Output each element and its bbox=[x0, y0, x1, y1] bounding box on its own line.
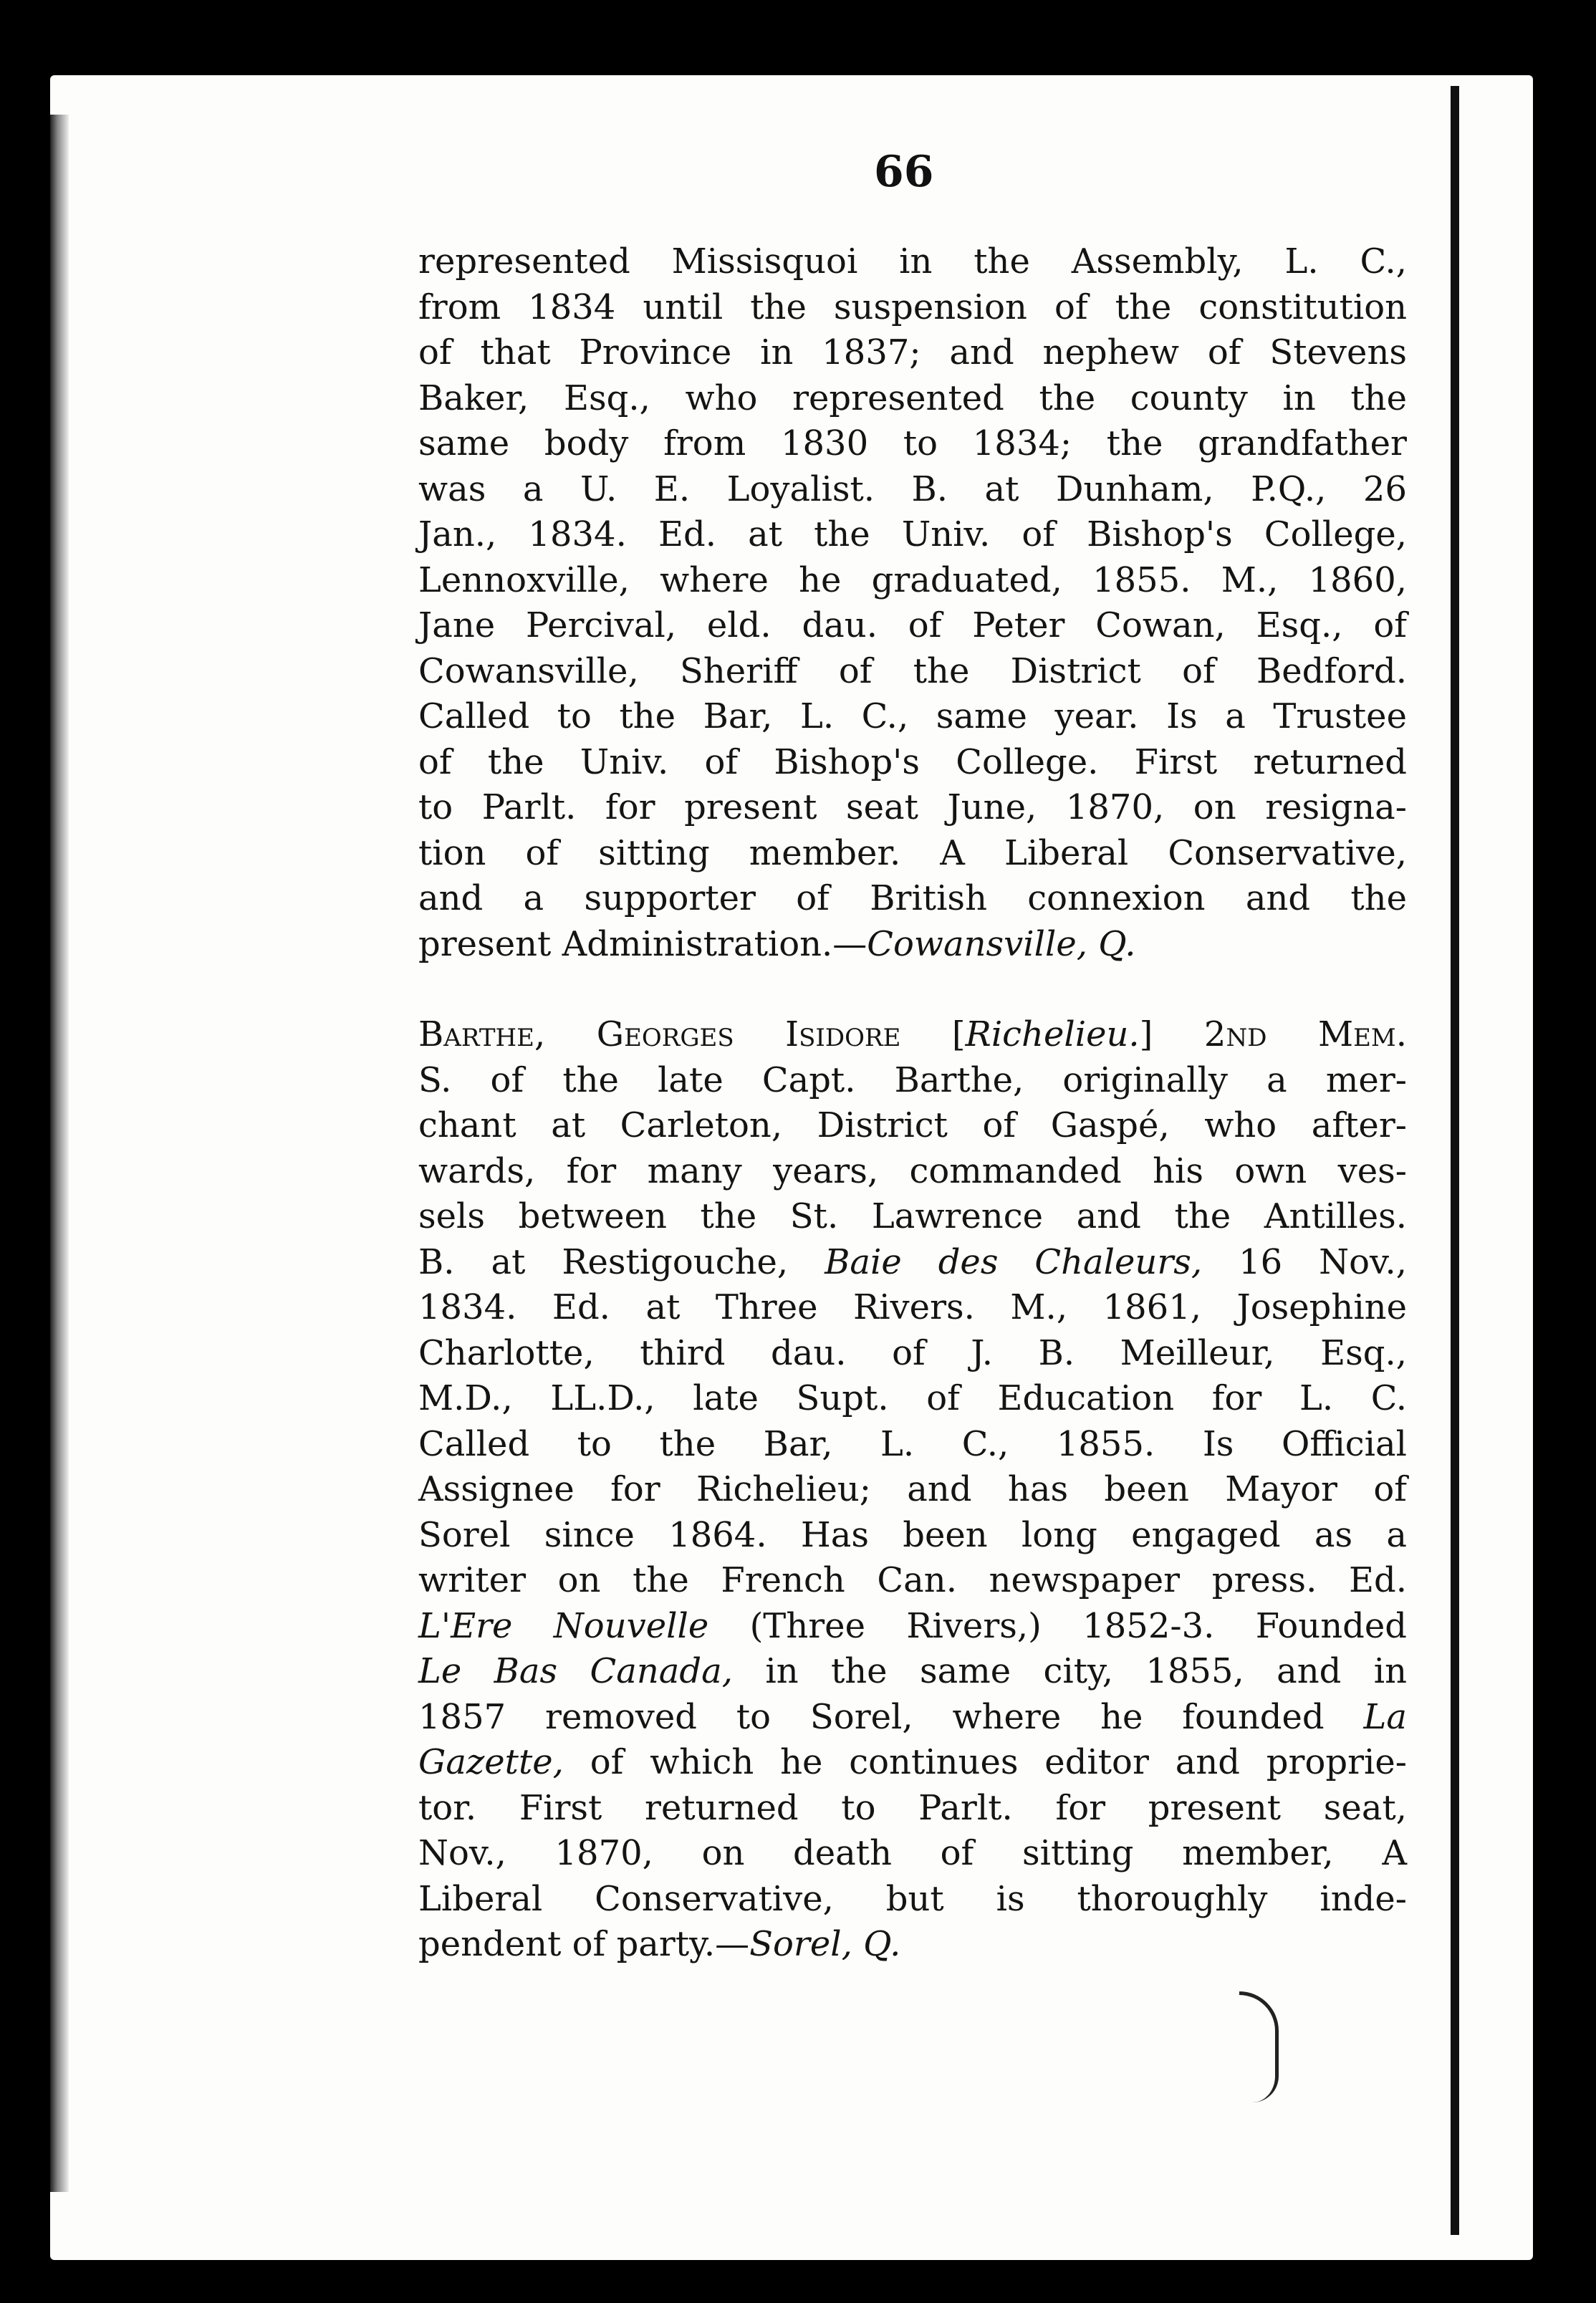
text-line: of that Province in 1837; and nephew of Stevens bbox=[418, 332, 1407, 372]
text-line: 1834. Ed. at Three Rivers. M., 1861, Josephine bbox=[418, 1287, 1407, 1327]
newspaper-title: L'Ere Nouvelle bbox=[418, 1605, 709, 1646]
place-name: Sorel, Q. bbox=[749, 1924, 901, 1964]
text-line: Nov., 1870, on death of sitting member, A bbox=[418, 1833, 1407, 1873]
text-line: Liberal Conservative, but is thoroughly inde- bbox=[418, 1878, 1407, 1919]
text-line: Lennoxville, where he graduated, 1855. M., 1860, bbox=[418, 559, 1407, 600]
text-line: sels between the St. Lawrence and the Antilles. bbox=[418, 1196, 1407, 1236]
place-name: Baie des Chaleurs, bbox=[825, 1241, 1203, 1282]
text-line bbox=[418, 1240, 1407, 1286]
text-line: and a supporter of British connexion and the bbox=[418, 878, 1407, 918]
text-line: from 1834 until the suspension of the constitution bbox=[418, 287, 1407, 327]
text-run: pendent of party.— bbox=[418, 1924, 750, 1964]
text-line bbox=[418, 1604, 1407, 1650]
text-line: to Parlt. for present seat June, 1870, on resigna- bbox=[418, 787, 1407, 827]
page-number: 66 bbox=[874, 147, 934, 197]
text-line: writer on the French Can. newspaper press. Ed. bbox=[418, 1560, 1407, 1600]
text-run: present Administration.— bbox=[418, 923, 867, 964]
newspaper-title: Le Bas Canada, bbox=[418, 1651, 733, 1691]
text-line: M.D., LL.D., late Supt. of Education for L. C. bbox=[418, 1378, 1407, 1418]
body-text bbox=[418, 239, 1407, 1968]
text-line: Charlotte, third dau. of J. B. Meilleur, Esq., bbox=[418, 1332, 1407, 1373]
text-line: Baker, Esq., who represented the county in the bbox=[418, 378, 1407, 418]
text-line: wards, for many years, commanded his own ves- bbox=[418, 1150, 1407, 1191]
text-run: in the same city, 1855, and in bbox=[733, 1651, 1408, 1691]
text-line: Called to the Bar, L. C., 1855. Is Official bbox=[418, 1423, 1407, 1464]
entry-heading: Barthe, Georges Isidore [Richelieu.] 2nd Mem. bbox=[418, 1014, 1408, 1054]
text-line: of the Univ. of Bishop's College. First returned bbox=[418, 741, 1407, 782]
member-number: 2nd Mem. bbox=[1203, 1014, 1408, 1054]
text-line: same body from 1830 to 1834; the grandfather bbox=[418, 423, 1407, 463]
text-line bbox=[418, 1695, 1407, 1741]
text-line: Cowansville, Sheriff of the District of Bedford. bbox=[418, 650, 1407, 691]
paragraph-gap bbox=[418, 967, 1407, 1012]
text-line: was a U. E. Loyalist. B. at Dunham, P.Q., 26 bbox=[418, 468, 1407, 509]
member-name: Barthe, Georges Isidore bbox=[418, 1014, 901, 1054]
text-line: S. of the late Capt. Barthe, originally a mer- bbox=[418, 1059, 1407, 1100]
text-run: 1857 removed to Sorel, where he founded bbox=[418, 1696, 1364, 1737]
text-line: tor. First returned to Parlt. for present seat, bbox=[418, 1787, 1407, 1828]
text-run: B. at Restigouche, bbox=[418, 1241, 825, 1282]
riding-name: Richelieu. bbox=[965, 1014, 1140, 1054]
newspaper-title: La bbox=[1363, 1696, 1407, 1737]
page-edge-line bbox=[1451, 86, 1459, 2235]
text-line: Assignee for Richelieu; and has been Mayor of bbox=[418, 1469, 1407, 1509]
text-line bbox=[418, 922, 1407, 968]
text-run: (Three Rivers,) 1852-3. Founded bbox=[708, 1605, 1407, 1646]
text-line bbox=[418, 1649, 1407, 1695]
text-line: tion of sitting member. A Liberal Conservative, bbox=[418, 832, 1407, 873]
text-line: Sorel since 1864. Has been long engaged as a bbox=[418, 1514, 1407, 1555]
text-line: Jane Percival, eld. dau. of Peter Cowan, Esq., of bbox=[418, 605, 1407, 645]
text-run: of which he continues editor and proprie- bbox=[563, 1742, 1407, 1782]
text-line: chant at Carleton, District of Gaspé, who after- bbox=[418, 1105, 1407, 1145]
text-line: Jan., 1834. Ed. at the Univ. of Bishop's College, bbox=[418, 514, 1407, 554]
text-line bbox=[418, 1922, 1407, 1968]
place-name: Cowansville, Q. bbox=[867, 923, 1136, 964]
newspaper-title: Gazette, bbox=[418, 1742, 564, 1782]
page-binding-shadow bbox=[50, 115, 69, 2192]
text-line: Called to the Bar, L. C., same year. Is a Trustee bbox=[418, 696, 1407, 736]
text-run: 16 Nov., bbox=[1202, 1241, 1407, 1282]
text-line bbox=[418, 1740, 1407, 1786]
text-line: represented Missisquoi in the Assembly, L. C., bbox=[418, 241, 1407, 282]
